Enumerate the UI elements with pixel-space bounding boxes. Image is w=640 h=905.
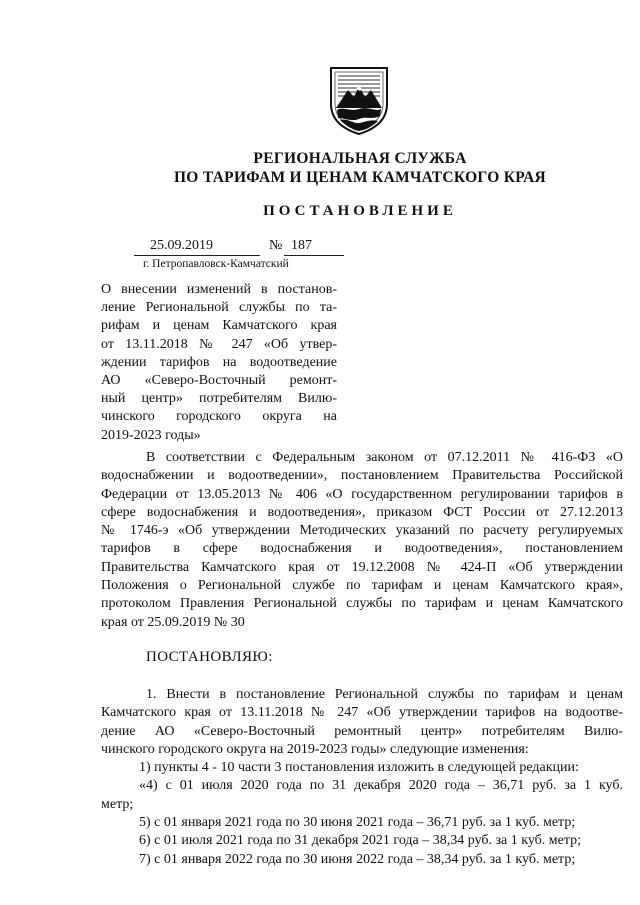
item-line: дение АО «Северо-Восточный ремонтный центр» потребителям Вилю- <box>101 723 623 739</box>
item-line: 6) с 01 июля 2021 года по 31 декабря 2021 года – 38,34 руб. за 1 куб. метр; <box>139 833 582 849</box>
preamble-line: края от 25.09.2019 № 30 <box>101 614 245 630</box>
amendment-items <box>101 686 623 869</box>
subject-line: ление Региональной службы по та- <box>101 300 337 316</box>
subject-line: ждении тарифов на водоотведение <box>101 354 337 370</box>
document-date: 25.09.2019 <box>150 238 213 253</box>
preamble-line: протоколом Правления Региональной службы по тарифам и ценам Камчатского <box>101 596 623 612</box>
item-line: «4) с 01 июля 2020 года по 31 декабря 2020 года – 36,71 руб. за 1 куб. <box>139 778 623 794</box>
item-line: чинского городского округа на 2019-2023 годы» следующие изменения: <box>101 741 529 757</box>
preamble-line: Положения о Региональной службе по тарифам и ценам Камчатского края», <box>101 578 623 594</box>
number-underline <box>284 255 344 256</box>
subject-line: О внесении изменений в постанов- <box>101 282 337 297</box>
item-line: 1. Внести в постановление Региональной службы по тарифам и ценам <box>146 687 623 702</box>
preamble-line: Федерации от 13.05.2013 № 406 «О государственном регулировании тарифов в <box>101 486 623 502</box>
document-number: 187 <box>291 238 312 253</box>
subject-line: АО «Северо-Восточный ремонт- <box>101 373 337 389</box>
kamchatka-coat-of-arms-icon <box>328 64 390 136</box>
item-line: 7) с 01 января 2022 года по 30 июня 2022 года – 38,34 руб. за 1 куб. метр; <box>139 851 576 867</box>
preamble-line: В соответствии с Федеральным законом от 07.12.2011 № 416-ФЗ «О <box>146 450 623 465</box>
document-type-title: ПОСТАНОВЛЕНИЕ <box>263 203 457 219</box>
number-sign: № <box>269 238 283 253</box>
preamble-line: № 1746-э «Об утверждении Методических указаний по расчету регулируемых <box>101 523 623 539</box>
resolve-heading: ПОСТАНОВЛЯЮ: <box>146 649 273 665</box>
subject-line: рифам и ценам Камчатского края <box>101 318 337 334</box>
subject-line: 2019-2023 годы» <box>101 427 201 443</box>
preamble-line: тарифов в сфере водоснабжения и водоотведения», постановлением <box>101 541 623 557</box>
item-line: 1) пункты 4 - 10 части 3 постановления изложить в следующей редакции: <box>139 760 579 776</box>
subject-line: от 13.11.2018 № 247 «Об утвер- <box>101 336 337 352</box>
organization-name-line-2: ПО ТАРИФАМ И ЦЕНАМ КАМЧАТСКОГО КРАЯ <box>173 169 547 186</box>
preamble-paragraph <box>101 449 623 632</box>
item-line: Камчатского края от 13.11.2018 № 247 «Об утверждении тарифов на водоотве- <box>101 705 623 721</box>
subject-line: чинского городского округа на <box>101 409 337 425</box>
issue-city: г. Петропавловск-Камчатский <box>143 258 289 270</box>
date-underline <box>134 255 260 256</box>
item-line: метр; <box>101 796 134 812</box>
subject-line: ный центр» потребителям Вилю- <box>101 391 337 407</box>
preamble-line: Правительства Камчатского края от 19.12.2008 № 424-П «Об утверждении <box>101 559 623 575</box>
preamble-line: сфере водоснабжения и водоотведения», приказом ФСТ России от 27.12.2013 <box>101 504 623 520</box>
preamble-line: водоснабжении и водоотведении», постановлением Правительства Российской <box>101 468 623 484</box>
item-line: 5) с 01 января 2021 года по 30 июня 2021 года – 36,71 руб. за 1 куб. метр; <box>139 815 576 831</box>
document-subject <box>101 281 337 445</box>
organization-name-line-1: РЕГИОНАЛЬНАЯ СЛУЖБА <box>253 150 467 167</box>
